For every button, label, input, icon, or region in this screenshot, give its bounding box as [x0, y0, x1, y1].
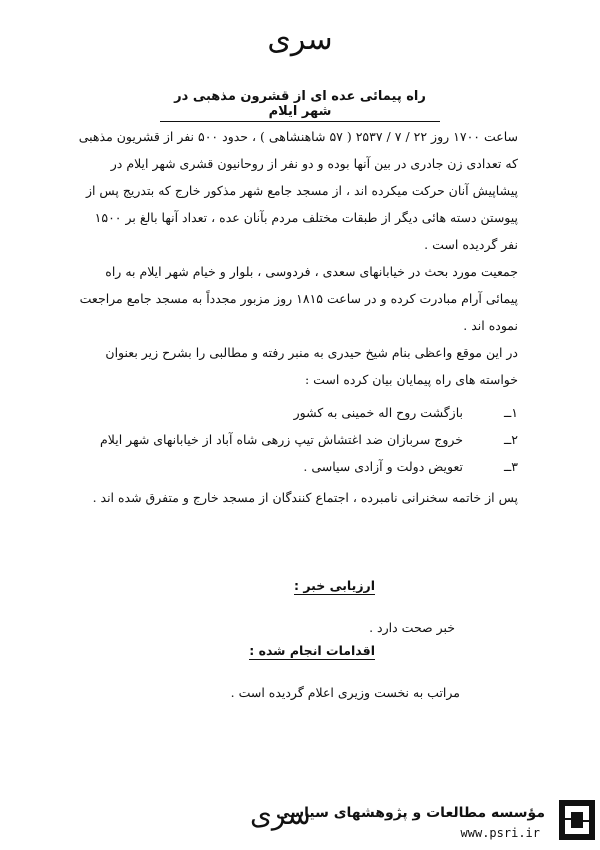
classification-mark-bottom: سری [250, 798, 311, 831]
evaluation-label: ارزیابی خبر : [294, 578, 375, 593]
closing-paragraph: پس از خاتمه سخنرانی نامبرده ، اجتماع کنندگان از مسجد خارج و متفرق شده اند . [92, 490, 518, 505]
evaluation-text: خبر صحت دارد . [369, 620, 455, 635]
document-body [78, 123, 518, 511]
demand-number: ۲ــ [503, 432, 518, 447]
actions-label: اقدامات انجام شده : [249, 643, 375, 658]
demand-number: ۱ــ [503, 405, 518, 420]
paragraph-3: در این موقع واعظی بنام شیخ حیدری به منبر رفته و مطالبی را بشرح زیر بعنوان خواسته های راه پیمایان بیان کرده است : [105, 345, 518, 387]
document-title: راه پیمائی عده ای از قشرون مذهبی در شهر ایلام [160, 89, 440, 122]
institute-url: www.psri.ir [460, 826, 540, 840]
demand-text: بازگشت روح اله خمینی به کشور [293, 405, 463, 420]
classification-mark-top: سری [267, 22, 333, 57]
demands-list [78, 399, 518, 480]
demand-item [78, 399, 518, 426]
demand-text: خروج سربازان ضد اغتشاش تیپ زرهی شاه آباد از خیابانهای شهر ایلام [100, 432, 463, 447]
demand-number: ۳ــ [503, 459, 518, 474]
demand-item [78, 453, 518, 480]
paragraph-2: جمعیت مورد بحث در خیابانهای سعدی ، فردوسی ، بلوار و خیام شهر ایلام به راه پیمائی آرام مبادرت کرده و در ساعت ۱۸۱۵ روز مزبور مجدداً به مسجد جامع مراجعت نموده اند . [79, 264, 518, 333]
institute-logo-icon [559, 800, 595, 840]
paragraph-1: ساعت ۱۷۰۰ روز ۲۲ / ۷ / ۲۵۳۷ ( ۵۷ شاهنشاهی ) ، حدود ۵۰۰ نفر از قشریون مذهبی که تعدادی زن جادری در بین آنها بوده و دو نفر از روحانیون قشری شهر ایلام در پیشاپیش آنان حرکت میکرده اند ، از مسجد جامع شهر مذکور خارج که بتدریج پس از پیوستن دسته هائی دیگر از طبقات مختلف مردم بآنان عده ، تعداد آنها بالغ بر ۱۵۰۰ نفر گردیده است . [78, 129, 518, 252]
institute-name: مؤسسه مطالعات و پژوهشهای سیاسی [276, 805, 545, 821]
actions-text: مراتب به نخست وزیری اعلام گردیده است . [230, 685, 460, 700]
demand-item [78, 426, 518, 453]
demand-text: تعویض دولت و آزادی سیاسی . [303, 459, 463, 474]
